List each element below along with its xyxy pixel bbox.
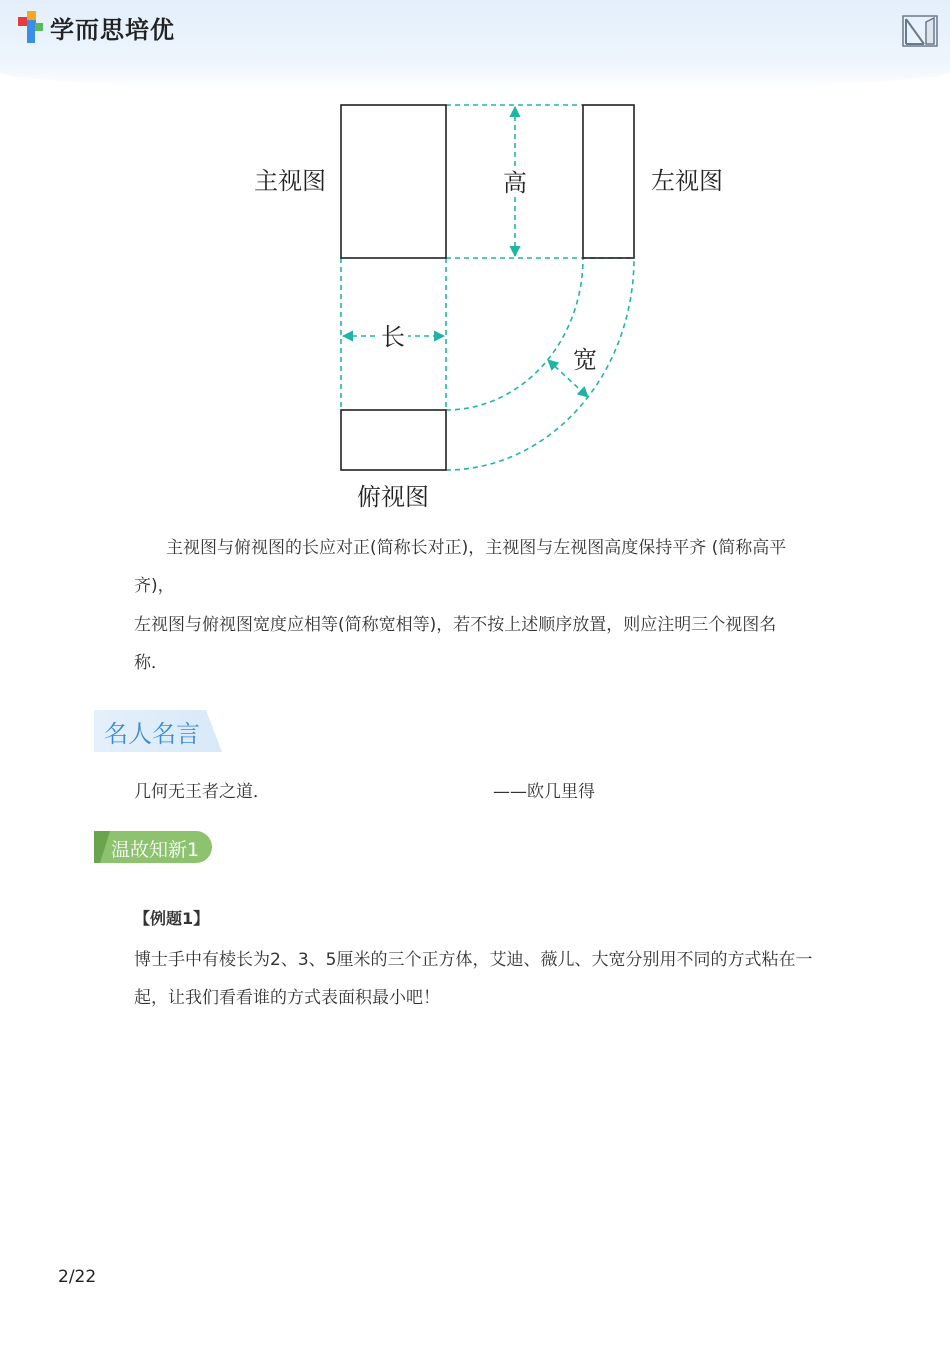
three-view-diagram xyxy=(240,95,740,520)
top-view-rect xyxy=(341,410,446,470)
example-label: 【例题1】 xyxy=(134,909,210,928)
page-number: 2/22 xyxy=(58,1267,97,1287)
example-line-1: 博士手中有棱长为2、3、5厘米的三个正方体，艾迪、薇儿、大宽分别用不同的方式粘在一 xyxy=(134,950,813,970)
brand-logo-icon xyxy=(18,11,44,45)
body-line-2: 齐)， xyxy=(134,576,175,596)
projection-guides xyxy=(341,105,634,470)
body-line-1: 主视图与俯视图的长应对正(简称长对正)，主视图与左视图高度保持平齐 (简称高平 xyxy=(166,538,787,558)
quote-section-title: 名人名言 xyxy=(104,720,200,748)
body-line-3: 左视图与俯视图宽度应相等(简称宽相等)，若不按上述顺序放置，则应注明三个视图名 xyxy=(134,615,777,635)
brand-name: 学而思培优 xyxy=(50,16,175,44)
quote-text: 几何无王者之道． xyxy=(134,782,270,802)
left-view-rect xyxy=(583,105,634,258)
left-view-label: 左视图 xyxy=(651,167,723,195)
body-line-4: 称． xyxy=(134,653,168,673)
front-view-rect xyxy=(341,105,446,258)
length-label: 长 xyxy=(381,323,405,351)
width-label: 宽 xyxy=(573,346,597,374)
geometry-tools-icon xyxy=(902,14,938,48)
example-line-2: 起，让我们看看谁的方式表面积最小吧！ xyxy=(134,988,440,1008)
top-view-label: 俯视图 xyxy=(357,483,429,511)
height-label: 高 xyxy=(503,169,527,197)
front-view-label: 主视图 xyxy=(254,167,326,195)
review-section-title: 温故知新1 xyxy=(111,839,200,861)
brand-logo[interactable] xyxy=(18,10,175,45)
quote-author: ——欧几里得 xyxy=(493,782,595,802)
